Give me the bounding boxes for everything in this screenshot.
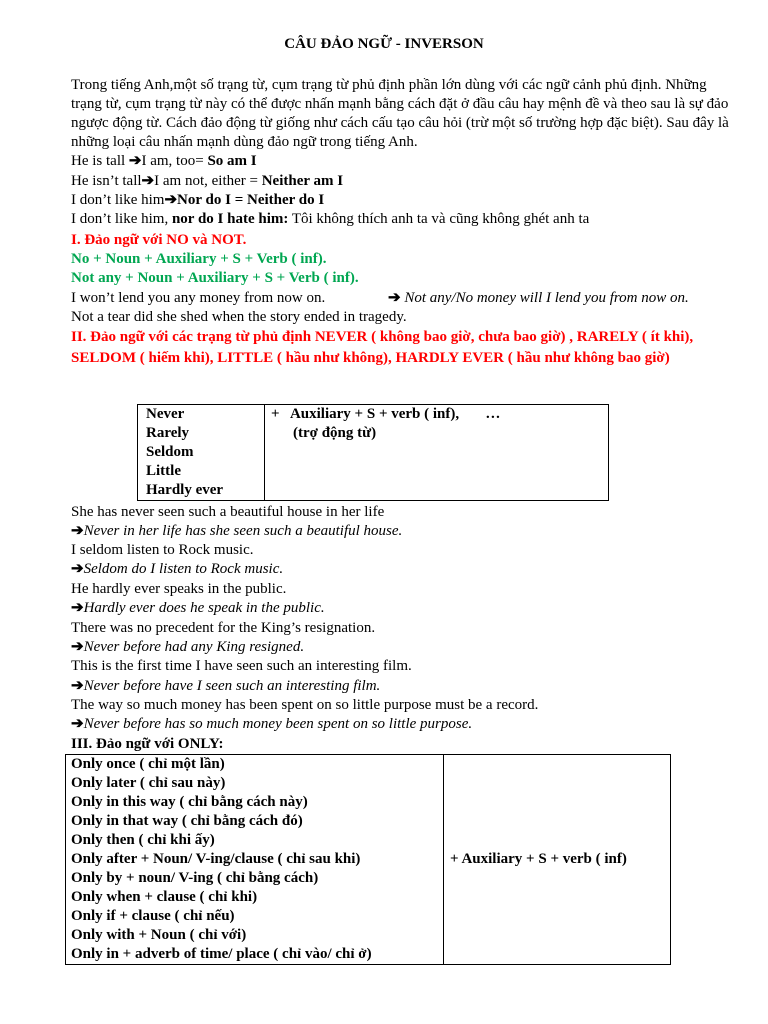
table-cell: Only if + clause ( chỉ nếu) bbox=[71, 908, 235, 924]
example-emphasis: Nor do I = Neither do I bbox=[177, 192, 325, 208]
section-heading: III. Đảo ngữ với ONLY: bbox=[71, 736, 224, 752]
table-cell: + Auxiliary + S + verb ( inf), … bbox=[271, 406, 501, 422]
example-inverted: Never before has so much money been spent on so little purpose. bbox=[83, 716, 473, 732]
example-translation: Tôi không thích anh ta và cũng không ghét anh ta bbox=[288, 211, 590, 227]
example-inverted: Seldom do I listen to Rock music. bbox=[83, 561, 284, 577]
example-line: She has never seen such a beautiful house in her life bbox=[71, 504, 385, 520]
example-inverted: Never in her life has she seen such a beautiful house. bbox=[83, 523, 403, 539]
example-line: Not a tear did she shed when the story ended in tragedy. bbox=[71, 309, 407, 325]
page-title: CÂU ĐẢO NGỮ - INVERSON bbox=[284, 36, 484, 52]
example-text: I don’t like him bbox=[71, 192, 165, 208]
formula: Not any + Noun + Auxiliary + S + Verb ( inf). bbox=[71, 270, 359, 286]
example-line: This is the first time I have seen such an interesting film. bbox=[71, 658, 412, 674]
table-cell: Only then ( chỉ khi ấy) bbox=[71, 832, 215, 848]
example-text: I am not, either = bbox=[154, 173, 262, 189]
example-line bbox=[71, 289, 325, 308]
table-cell: Seldom bbox=[146, 444, 194, 460]
table-cell: Only by + noun/ V-ing ( chỉ bằng cách) bbox=[71, 870, 319, 886]
example-line bbox=[71, 677, 380, 696]
table-cell: Only in this way ( chỉ bằng cách này) bbox=[71, 794, 308, 810]
arrow-icon: ➔ bbox=[164, 192, 178, 208]
arrow-icon: ➔ bbox=[71, 639, 84, 655]
adverb-list bbox=[138, 405, 265, 501]
example-line: The way so much money has been spent on so little purpose must be a record. bbox=[71, 697, 539, 713]
example-line bbox=[71, 152, 257, 171]
arrow-icon: ➔ bbox=[141, 173, 155, 189]
example-inverted: Never before had any King resigned. bbox=[83, 639, 305, 655]
example-emphasis: So am I bbox=[207, 153, 257, 169]
table-cell: Little bbox=[146, 463, 181, 479]
example-line bbox=[388, 289, 689, 308]
table-cell: Only in + adverb of time/ place ( chỉ vào/ chỉ ở) bbox=[71, 946, 372, 962]
table-cell: Only when + clause ( chỉ khi) bbox=[71, 889, 258, 905]
only-phrase-list bbox=[66, 755, 444, 965]
structure-cell bbox=[265, 405, 609, 501]
example-inverted: Never before have I seen such an interesting film. bbox=[83, 678, 381, 694]
example-line bbox=[71, 560, 283, 579]
table-cell: Rarely bbox=[146, 425, 190, 441]
example-line bbox=[71, 599, 325, 618]
arrow-icon: ➔ bbox=[388, 290, 401, 306]
arrow-icon: ➔ bbox=[71, 561, 84, 577]
structure-cell bbox=[444, 755, 671, 965]
arrow-icon: ➔ bbox=[71, 678, 84, 694]
example-text: He isn’t tall bbox=[71, 173, 142, 189]
table-cell: + Auxiliary + S + verb ( inf) bbox=[450, 851, 627, 867]
example-line bbox=[71, 522, 402, 541]
formula: No + Noun + Auxiliary + S + Verb ( inf). bbox=[71, 251, 327, 267]
only-table bbox=[65, 754, 671, 965]
arrow-icon: ➔ bbox=[128, 153, 142, 169]
table-cell: Only after + Noun/ V-ing/clause ( chỉ sau khi) bbox=[71, 851, 361, 867]
example-line bbox=[71, 715, 472, 734]
arrow-icon: ➔ bbox=[71, 523, 84, 539]
example-line bbox=[71, 172, 343, 191]
section-heading: II. Đảo ngữ với các trạng từ phủ định NEVER ( không bao giờ, chưa bao giờ) , RARELY ( ít khi), SELDOM ( hiếm khi), LITTLE ( hầu như không), HARDLY EVER ( hầu như không bao giờ) bbox=[71, 329, 694, 366]
example-emphasis: Neither am I bbox=[261, 173, 344, 189]
adverb-table bbox=[137, 404, 609, 501]
table-cell: Only once ( chỉ một lần) bbox=[71, 756, 225, 772]
arrow-icon: ➔ bbox=[71, 600, 84, 616]
example-line bbox=[71, 210, 589, 229]
table-cell: Hardly ever bbox=[146, 482, 224, 498]
section-heading: I. Đảo ngữ với NO và NOT. bbox=[71, 232, 247, 248]
arrow-icon: ➔ bbox=[71, 716, 84, 732]
table-cell: Only later ( chỉ sau này) bbox=[71, 775, 226, 791]
table-cell: Only in that way ( chỉ bằng cách đó) bbox=[71, 813, 303, 829]
table-cell: (trợ động từ) bbox=[293, 425, 377, 441]
table-cell: Never bbox=[146, 406, 185, 422]
example-line: I seldom listen to Rock music. bbox=[71, 542, 254, 558]
example-line: There was no precedent for the King’s resignation. bbox=[71, 620, 376, 636]
example-text: I won’t lend you any money from now on. bbox=[71, 290, 326, 306]
example-inverted: Not any/No money will I lend you from now on. bbox=[404, 290, 689, 306]
example-emphasis: nor do I hate him: bbox=[171, 211, 289, 227]
table-cell: Only with + Noun ( chỉ với) bbox=[71, 927, 247, 943]
example-line bbox=[71, 191, 324, 210]
example-inverted: Hardly ever does he speak in the public. bbox=[83, 600, 325, 616]
example-line bbox=[71, 638, 304, 657]
example-line: He hardly ever speaks in the public. bbox=[71, 581, 287, 597]
example-text: I am, too= bbox=[141, 153, 208, 169]
intro-paragraph: Trong tiếng Anh,một số trạng từ, cụm trạng từ phủ định phần lớn dùng với các ngữ cảnh phủ định. Những trạng từ, cụm trạng từ này có thể được nhấn mạnh bằng cách đặt ở đầu câu hay mệnh đề và theo sau là sự đảo ngược động từ. Cách đảo động từ giống như cách cấu tạo câu hỏi (trừ một số trường hợp đặc biệt). Sau đây là những loại câu nhấn mạnh dùng đảo ngữ trong tiếng Anh. bbox=[71, 77, 729, 150]
example-text: I don’t like him, bbox=[71, 211, 172, 227]
example-text: He is tall bbox=[71, 153, 129, 169]
